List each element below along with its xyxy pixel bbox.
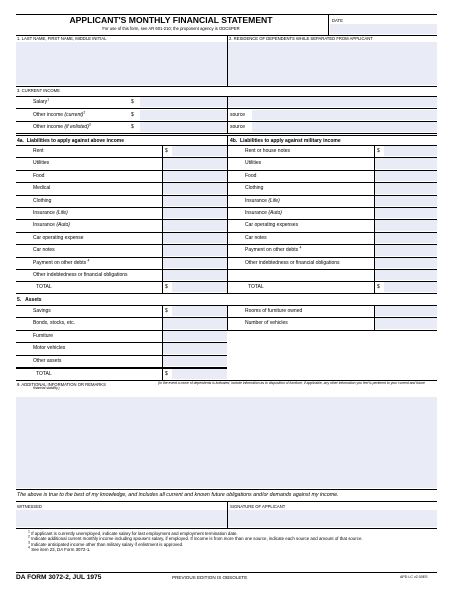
current-income-label: 3. CURRENT INCOME <box>17 88 60 93</box>
remarks-note: (In the event a move of dependents is indicated, include information as to disposition of furniture, if applicable, any other information you feel is pertinent to your current and future financial stability.) <box>33 381 425 390</box>
4b-total-label: TOTAL <box>248 284 264 290</box>
form-id: DA FORM 3072-2, JUL 1975 <box>16 574 102 581</box>
name-field[interactable] <box>16 42 227 85</box>
form-title: APPLICANT'S MONTHLY FINANCIAL STATEMENT <box>69 15 273 25</box>
liability-4a-row-9-sup: 4 <box>87 257 90 262</box>
liability-4b-row-0 <box>245 148 290 154</box>
salary-amount-field[interactable] <box>140 97 227 107</box>
liability-4a-row-2 <box>33 173 44 179</box>
liability-4b-amount-9[interactable] <box>375 258 437 268</box>
liability-4a-row-8-text: Car notes <box>33 247 55 254</box>
liability-4a-row-9-text: Payment on other debts <box>33 259 87 266</box>
witnessed-field[interactable] <box>16 510 227 527</box>
liability-4b-row-3-text: Clothing <box>245 185 264 192</box>
other-income-current-source-label: source <box>230 112 246 118</box>
asset-amount-1[interactable] <box>163 318 227 328</box>
other-income-enlisted-source-field[interactable] <box>252 122 437 132</box>
liability-4a-amount-7[interactable] <box>163 233 227 243</box>
liability-4a-row-4 <box>33 198 51 204</box>
remarks-label: 9. ADDITIONAL INFORMATION OR REMARKS <box>17 382 106 387</box>
form-subtitle: For use of this form, see AR 601-210; the proponent agency is ODCSPER <box>102 26 240 31</box>
footnote-3: $^3$ Indicate anticipated income other than military salary if enlistment is approved. <box>28 540 184 547</box>
other-income-enlisted-source-label: source <box>230 124 246 130</box>
rule-top <box>16 14 437 15</box>
liability-4a-row-5 <box>33 210 68 216</box>
rule-sec1-divider <box>227 35 228 86</box>
liability-4b-amount-1[interactable] <box>375 158 437 168</box>
liability-4a-row-6-text: Insurance <box>33 222 55 229</box>
asset-row-1: Bonds, stocks, etc. <box>33 320 75 327</box>
rule-bottom <box>16 572 437 573</box>
rule-before-cert <box>16 489 437 490</box>
section-5-heading: 5. Assets <box>17 297 42 303</box>
date-field[interactable] <box>330 24 437 34</box>
liability-4b-row-5-text: Insurance <box>245 210 267 216</box>
liability-4b-amount-2[interactable] <box>375 171 437 181</box>
liability-4b-row-5-qualifier: (Auto) <box>268 210 282 216</box>
liability-4a-row-10 <box>33 272 128 278</box>
section-4a-heading: 4a. Liabilities to apply against above income <box>17 138 124 144</box>
asset-right-row-0: Rooms of furniture owned <box>245 308 303 314</box>
liability-4b-row-5 <box>245 210 282 216</box>
signature-label: SIGNATURE OF APPLICANT <box>230 504 286 509</box>
rule-5-amt <box>162 305 163 380</box>
date-label: DATE <box>332 18 343 23</box>
liability-4a-amount-3[interactable] <box>163 183 227 193</box>
liability-4b-row-2 <box>245 173 256 179</box>
4a-total-label: TOTAL <box>36 284 52 290</box>
liability-4a-row-5-qualifier: (Life) <box>56 210 68 216</box>
other-income-current-source-field[interactable] <box>252 110 437 120</box>
rule-4b-amt <box>374 145 375 293</box>
salary-currency: $ <box>131 99 134 105</box>
other-income-enlisted-currency: $ <box>131 124 134 130</box>
liability-4b-row-9-text: Other indebtedness or financial obligations <box>245 259 340 266</box>
rule-5r-amt <box>374 305 375 330</box>
liability-4a-row-1 <box>33 160 49 166</box>
rule-sig-divider <box>227 501 228 528</box>
liability-4b-amount-8[interactable] <box>375 245 437 255</box>
rule-sec5-end <box>16 380 437 381</box>
liability-4a-amount-9[interactable] <box>163 258 227 268</box>
rule-sec3-d <box>16 133 437 134</box>
rule-4a-amt <box>162 145 163 293</box>
witnessed-label: WITNESSED <box>17 504 42 509</box>
footnotes <box>28 531 433 553</box>
liability-4b-row-7 <box>245 235 267 241</box>
rule-sec4-mid <box>227 135 228 293</box>
liability-4a-row-10-text: Other indebtedness or financial obligations <box>33 272 128 278</box>
4a-total-currency: $ <box>165 284 168 290</box>
liability-4a-row-6-qualifier: (Auto) <box>56 222 70 229</box>
liability-4a-row-7 <box>33 235 84 241</box>
liability-4b-row-0-text: Rent or house notes <box>245 148 291 154</box>
liability-4a-row-5-text: Insurance <box>33 210 55 216</box>
liability-4a-row-7-text: Car operating expense <box>33 234 84 241</box>
liability-4b-currency: $ <box>377 148 380 154</box>
liability-4b-row-1-text: Utilities <box>245 160 262 167</box>
footnote-4: $^4$ See item 23, DA Form 3072-1. <box>28 545 91 553</box>
other-income-current-amount-field[interactable] <box>140 110 227 120</box>
liability-4a-row-1-text: Utilities <box>33 160 50 167</box>
liability-4a-amount-10[interactable] <box>163 270 227 280</box>
4b-total-currency: $ <box>377 284 380 290</box>
liability-4b-row-7-text: Car notes <box>245 234 267 241</box>
liability-4b-amount-3[interactable] <box>375 183 437 193</box>
signature-field[interactable] <box>228 510 437 527</box>
rule-sec4-end <box>16 293 437 294</box>
liability-4a-row-2-text: Food <box>33 172 45 179</box>
asset-right-amount-0[interactable] <box>375 306 437 316</box>
residence-field[interactable] <box>228 42 437 85</box>
liability-4b-row-8 <box>245 247 301 253</box>
liability-4a-amount-1[interactable] <box>163 158 227 168</box>
certification-text: The above is true to the best of my knowledge, and includes all current and known future obligations and/or demands against my income. <box>17 492 339 498</box>
liability-4b-row-8-sup: 4 <box>299 245 302 250</box>
version-label: APD LC v2.00ES <box>400 575 428 579</box>
asset-row-0: Savings <box>33 308 51 314</box>
liability-4b-amount-6[interactable] <box>375 220 437 230</box>
liability-4a-row-0 <box>33 148 44 154</box>
asset-row-4: Other assets <box>33 357 62 364</box>
liability-4a-amount-5[interactable] <box>163 208 227 218</box>
liability-4b-row-6 <box>245 222 298 228</box>
liability-4b-row-4 <box>245 198 280 204</box>
liability-4a-row-4-text: Clothing <box>33 197 52 204</box>
liability-4b-amount-0[interactable] <box>384 146 437 156</box>
asset-row-3: Motor vehicles <box>33 345 66 352</box>
other-income-enlisted-amount-field[interactable] <box>140 122 227 132</box>
rule-sec3-col <box>227 96 228 133</box>
salary-label: Salary$^1$ <box>33 97 50 105</box>
liability-4b-amount-10[interactable] <box>375 270 437 280</box>
liability-4b-row-1 <box>245 160 261 166</box>
edition-note: PREVIOUS EDITION IS OBSOLETE <box>172 575 248 580</box>
asset-row-2: Furniture <box>33 332 54 339</box>
liability-4a-amount-4[interactable] <box>163 196 227 206</box>
footnote-2: $^2$ Indicate additional current monthly income including spouse's salary, if employed. If income is from more than one source, indicate each source and amount of that source. <box>28 534 363 542</box>
liability-4a-row-8 <box>33 247 55 253</box>
4b-total-field[interactable] <box>384 282 437 292</box>
residence-label: 2. RESIDENCE OF DEPENDENTS WHILE SEPARATED FROM APPLICANT <box>229 36 373 41</box>
other-income-current-currency: $ <box>131 112 134 118</box>
rule-after-sec1 <box>16 86 437 87</box>
asset-right-row-1: Number of vehicles <box>245 320 288 327</box>
liability-4a-row-3-text: Medical <box>33 185 51 192</box>
liability-4a-amount-2[interactable] <box>163 171 227 181</box>
liability-4b-row-2-text: Food <box>245 172 257 179</box>
liability-4a-amount-6[interactable] <box>163 220 227 230</box>
liability-4a-amount-0[interactable] <box>172 146 227 156</box>
4a-total-field[interactable] <box>172 282 227 292</box>
liability-4b-amount-7[interactable] <box>375 233 437 243</box>
footnote-1: $^1$ If applicant is currently unemployed, indicate salary for last employment and employment termination date. <box>28 529 238 536</box>
liability-4b-amount-5[interactable] <box>375 208 437 218</box>
asset-currency: $ <box>165 308 168 314</box>
rule-date-divider <box>328 14 329 35</box>
5-total-field[interactable] <box>172 369 227 379</box>
liability-4a-row-0-text: Rent <box>33 148 44 154</box>
liability-4a-currency: $ <box>165 148 168 154</box>
liability-4b-row-8-text: Payment on other debts <box>245 247 299 254</box>
5-total-label: TOTAL <box>36 371 52 377</box>
liability-4b-row-9 <box>245 260 340 266</box>
liability-4b-row-4-qualifier: (Life) <box>268 197 280 204</box>
section-4b-heading: 4b. Liabilities to apply against military income <box>230 138 341 144</box>
other-income-current-label: Other income (current)$^2$ <box>33 110 86 118</box>
liability-4a-amount-8[interactable] <box>163 245 227 255</box>
liability-4b-row-3 <box>245 185 263 191</box>
liability-4b-row-6-text: Car operating expenses <box>245 222 299 229</box>
liability-4a-row-3 <box>33 185 50 191</box>
salary-blank-field[interactable] <box>228 97 437 107</box>
asset-amount-2[interactable] <box>163 331 227 341</box>
other-income-enlisted-label: Other income (if enlisted)$^3$ <box>33 122 91 130</box>
liability-4b-amount-4[interactable] <box>375 196 437 206</box>
asset-right-amount-1[interactable] <box>375 318 437 328</box>
asset-amount-4[interactable] <box>163 356 227 366</box>
5-total-currency: $ <box>165 371 168 377</box>
name-label: 1. LAST NAME, FIRST NAME, MIDDLE INITIAL <box>17 36 107 41</box>
remarks-field[interactable] <box>16 397 437 488</box>
asset-amount-0[interactable] <box>172 306 227 316</box>
liability-4a-row-6 <box>33 222 70 228</box>
rule-5r-row-1 <box>227 330 437 331</box>
liability-4a-row-9 <box>33 257 90 266</box>
asset-amount-3[interactable] <box>163 343 227 353</box>
liability-4b-row-4-text: Insurance <box>245 197 267 204</box>
rule-after-sig <box>16 528 437 529</box>
rule-sec5-mid <box>227 305 228 330</box>
